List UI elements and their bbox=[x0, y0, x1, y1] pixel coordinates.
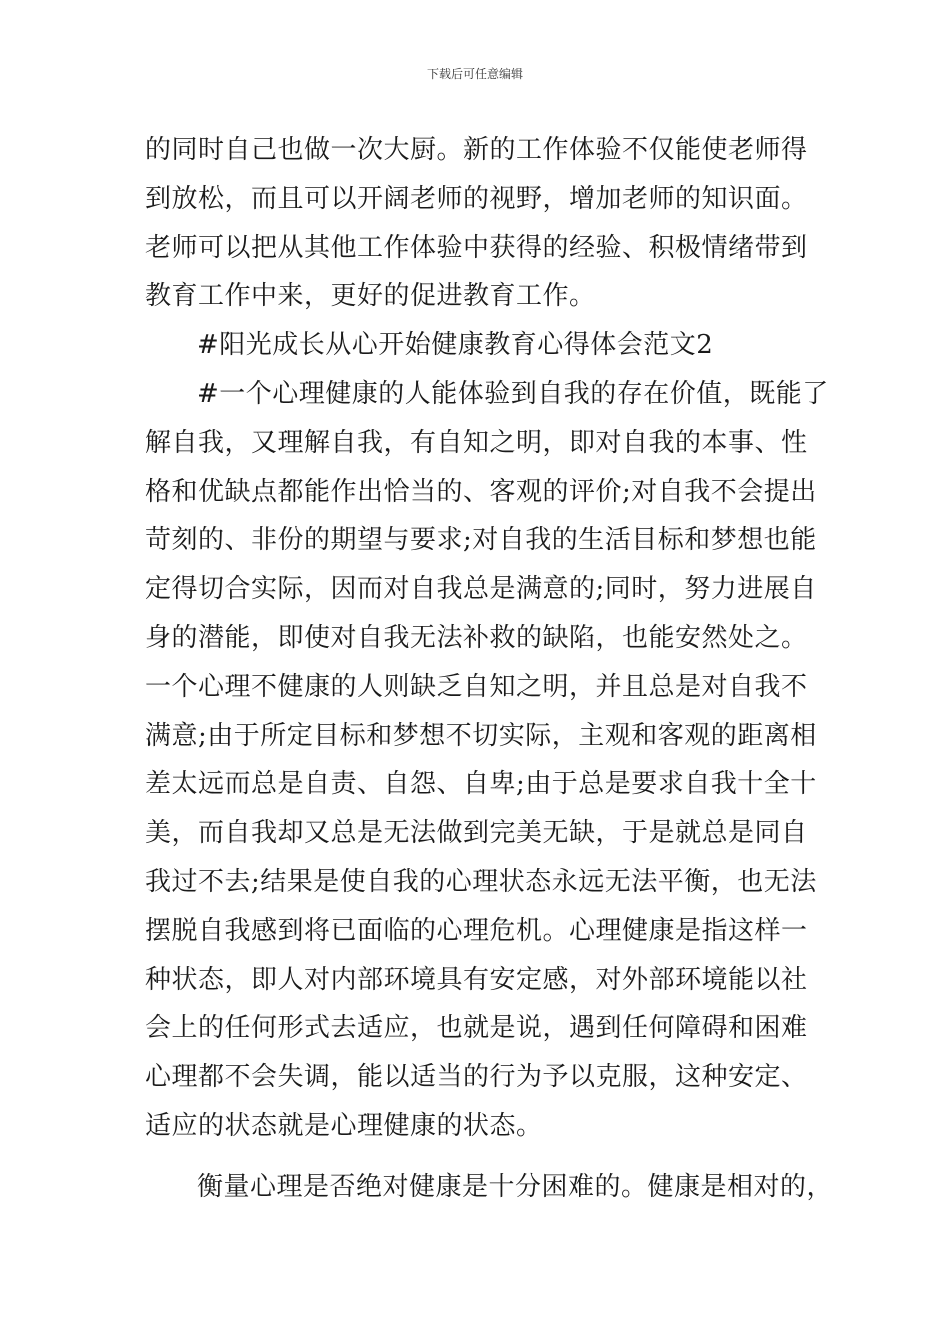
text-line: 差太远而总是自责、自怨、自卑;由于总是要求自我十全十 bbox=[145, 769, 817, 800]
text-line: 定得切合实际，因而对自我总是满意的;同时，努力进展自 bbox=[145, 574, 817, 605]
page-header: 下载后可任意编辑 bbox=[426, 67, 523, 81]
text-line: 满意;由于所定目标和梦想不切实际，主观和客观的距离相 bbox=[145, 720, 817, 751]
section-heading: #阳光成长从心开始健康教育心得体会范文2 bbox=[197, 330, 714, 361]
text-line: 美，而自我却又总是无法做到完美无缺，于是就总是同自 bbox=[145, 818, 808, 849]
text-line: 摆脱自我感到将已面临的心理危机。心理健康是指这样一 bbox=[145, 915, 808, 946]
text-line: 格和优缺点都能作出恰当的、客观的评价;对自我不会提出 bbox=[145, 476, 817, 507]
text-line: 身的潜能，即使对自我无法补救的缺陷，也能安然处之。 bbox=[145, 622, 808, 653]
text-line: 苛刻的、非份的期望与要求;对自我的生活目标和梦想也能 bbox=[145, 525, 817, 556]
text-line: 到放松，而且可以开阔老师的视野，增加老师的知识面。 bbox=[145, 183, 808, 214]
text-line: 种状态，即人对内部环境具有安定感，对外部环境能以社 bbox=[145, 964, 808, 995]
text-line: 老师可以把从其他工作体验中获得的经验、积极情绪带到 bbox=[145, 232, 808, 263]
document-body bbox=[145, 126, 834, 1212]
text-line: 我过不去;结果是使自我的心理状态永远无法平衡，也无法 bbox=[145, 866, 817, 897]
text-line: #一个心理健康的人能体验到自我的存在价值，既能了 bbox=[197, 378, 829, 409]
text-line: 解自我，又理解自我，有自知之明，即对自我的本事、性 bbox=[145, 427, 808, 458]
text-line: 心理都不会失调，能以适当的行为予以克服，这种安定、 bbox=[145, 1062, 808, 1093]
text-line: 一个心理不健康的人则缺乏自知之明，并且总是对自我不 bbox=[145, 671, 808, 702]
text-line: 适应的状态就是心理健康的状态。 bbox=[145, 1110, 543, 1141]
text-line: 会上的任何形式去适应，也就是说，遇到任何障碍和困难 bbox=[145, 1013, 808, 1044]
text-line: 的同时自己也做一次大厨。新的工作体验不仅能使老师得 bbox=[145, 135, 808, 165]
text-line: 衡量心理是否绝对健康是十分困难的。健康是相对的， bbox=[197, 1171, 834, 1202]
text-line: 教育工作中来，更好的促进教育工作。 bbox=[145, 281, 596, 312]
